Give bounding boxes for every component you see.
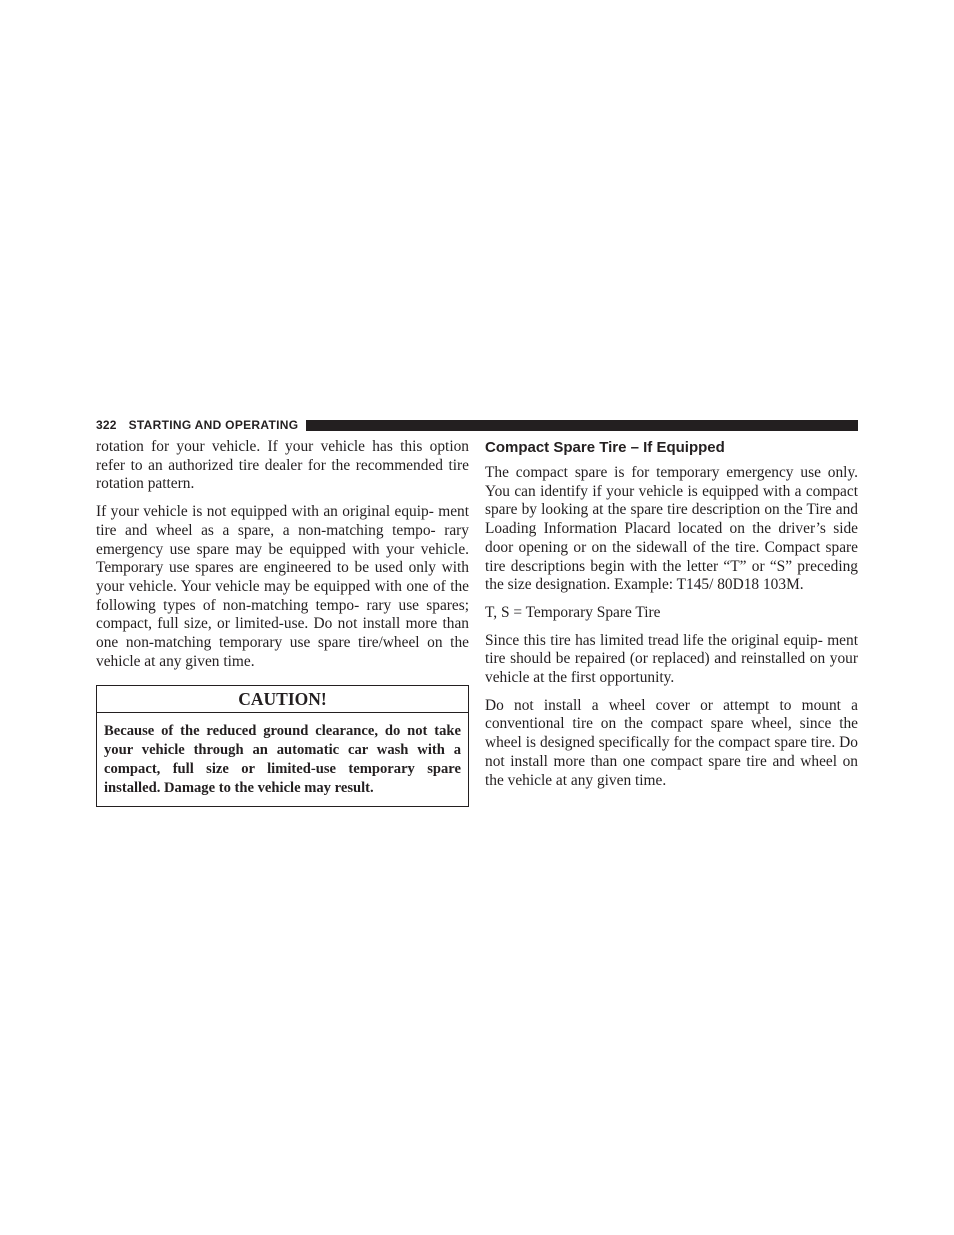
caution-body: Because of the reduced ground clearance, do not take your vehicle through an automatic car wash with a compact, full size or limited-use temporary spare installed. Damage to the vehicle may result.	[104, 723, 461, 796]
right-column	[485, 438, 858, 799]
caution-box	[96, 685, 469, 806]
body-paragraph: T, S = Temporary Spare Tire	[485, 603, 661, 621]
body-paragraph: The compact spare is for temporary emergency use only. You can identify if your vehicle is equipped with a compact spare by looking at the spare tire description on the Tire and Loading Information Placard located on the driver’s side door opening or on the sidewall of the tire. Compact spare tire descriptions begin with the letter “T” or “S” preceding the size designation. Example: T145/ 80D18 103M.	[485, 464, 858, 594]
body-paragraph: Since this tire has limited tread life the original equip- ment tire should be repaired (or replaced) and reinstalled on your vehicle at the first opportunity.	[485, 631, 858, 687]
page-number: 322	[96, 418, 117, 432]
caution-title: CAUTION!	[97, 686, 468, 713]
body-paragraph: Do not install a wheel cover or attempt to mount a conventional tire on the compact spare wheel, since the wheel is designed specifically for the compact spare tire. Do not install more than one compact spare tire and wheel on the vehicle at any given time.	[485, 696, 858, 789]
section-heading: Compact Spare Tire – If Equipped	[485, 439, 725, 456]
body-paragraph: If your vehicle is not equipped with an original equip- ment tire and wheel as a spare, a non-matching tempo- rary emergency use spare may be equipped with your vehicle. Temporary use spares are engineered to be used only with your vehicle. Your vehicle may be equipped with one of the following types of non-matching tempo- rary use spares; compact, full size, or limited-use. Do not install more than one non-matching temporary use spare tire/wheel on the vehicle at any given time.	[96, 503, 469, 670]
header-rule-bar	[306, 420, 858, 431]
page-header	[96, 417, 858, 433]
section-title: STARTING AND OPERATING	[128, 418, 299, 432]
left-column	[96, 438, 469, 807]
body-paragraph: rotation for your vehicle. If your vehicle has this option refer to an authorized tire dealer for the recommended tire rotation pattern.	[96, 438, 469, 493]
